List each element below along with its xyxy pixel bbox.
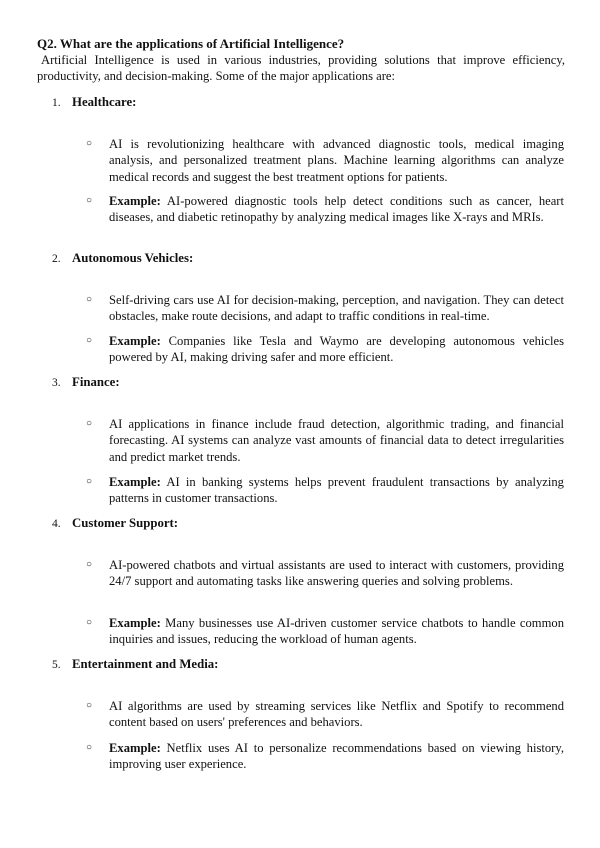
example-text: AI in banking systems helps prevent fraudulent transactions by analyzing patterns in customer transactions. xyxy=(109,475,564,506)
circle-bullet-icon: ○ xyxy=(86,195,93,206)
example-text: Companies like Tesla and Waymo are developing autonomous vehicles powered by AI, making driving safer and more efficient. xyxy=(109,334,564,365)
circle-bullet-icon: ○ xyxy=(86,476,93,487)
bullet-text: AI applications in finance include fraud detection, algorithmic trading, and financial forecasting. AI systems can analyze vast amounts of financial data to detect irregularities and predict market trends. xyxy=(109,417,564,464)
example-label: Example: xyxy=(109,194,161,208)
circle-bullet-icon: ○ xyxy=(86,617,93,628)
question-heading: Q2. What are the applications of Artificial Intelligence? xyxy=(37,36,345,51)
section-number: 2. xyxy=(52,253,61,265)
intro-paragraph xyxy=(37,52,565,85)
section-heading-entertainment-media xyxy=(52,656,552,673)
section-heading-finance xyxy=(52,374,552,391)
section-number: 1. xyxy=(52,97,61,109)
bullet-text xyxy=(109,740,564,773)
example-label: Example: xyxy=(109,475,161,489)
section-heading-autonomous-vehicles xyxy=(52,250,552,267)
section-number: 4. xyxy=(52,518,61,530)
example-label: Example: xyxy=(109,334,161,348)
section-title: Autonomous Vehicles: xyxy=(72,251,194,265)
intro-text: Artificial Intelligence is used in various industries, providing solutions that improve efficiency, productivity, and decision-making. Some of the major applications are: xyxy=(37,53,565,84)
section-title: Customer Support: xyxy=(72,516,179,530)
circle-bullet-icon: ○ xyxy=(86,742,93,753)
section-title: Finance: xyxy=(72,375,120,389)
section-number: 3. xyxy=(52,377,61,389)
section-number: 5. xyxy=(52,659,61,671)
section-heading-healthcare xyxy=(52,94,552,111)
section-heading-customer-support xyxy=(52,515,552,532)
bullet-text xyxy=(109,615,564,648)
circle-bullet-icon: ○ xyxy=(86,700,93,711)
bullet-text xyxy=(109,193,564,226)
bullet-text: AI is revolutionizing healthcare with advanced diagnostic tools, medical imaging analysis, and personalized treatment plans. Machine learning algorithms can analyze medical records and suggest the best treatment options for patients. xyxy=(109,137,564,184)
bullet-text: Self-driving cars use AI for decision-making, perception, and navigation. They can detect obstacles, make route decisions, and adapt to traffic conditions in real-time. xyxy=(109,293,564,324)
bullet-text xyxy=(109,333,564,366)
example-text: Many businesses use AI-driven customer service chatbots to handle common inquiries and issues, reducing the workload of human agents. xyxy=(109,616,564,647)
circle-bullet-icon: ○ xyxy=(86,335,93,346)
circle-bullet-icon: ○ xyxy=(86,559,93,570)
example-text: AI-powered diagnostic tools help detect conditions such as cancer, heart diseases, and diabetic retinopathy by analyzing medical images like X-rays and MRIs. xyxy=(109,194,564,225)
circle-bullet-icon: ○ xyxy=(86,294,93,305)
example-label: Example: xyxy=(109,741,161,755)
section-title: Entertainment and Media: xyxy=(72,657,219,671)
bullet-text xyxy=(109,474,564,507)
circle-bullet-icon: ○ xyxy=(86,418,93,429)
circle-bullet-icon: ○ xyxy=(86,138,93,149)
section-title: Healthcare: xyxy=(72,95,137,109)
bullet-text: AI-powered chatbots and virtual assistants are used to interact with customers, providing 24/7 support and automating tasks like answering queries and solving problems. xyxy=(109,558,564,589)
example-label: Example: xyxy=(109,616,161,630)
example-text: Netflix uses AI to personalize recommendations based on viewing history, improving user experience. xyxy=(109,741,564,772)
bullet-text: AI algorithms are used by streaming services like Netflix and Spotify to recommend content based on users' preferences and behaviors. xyxy=(109,699,564,730)
